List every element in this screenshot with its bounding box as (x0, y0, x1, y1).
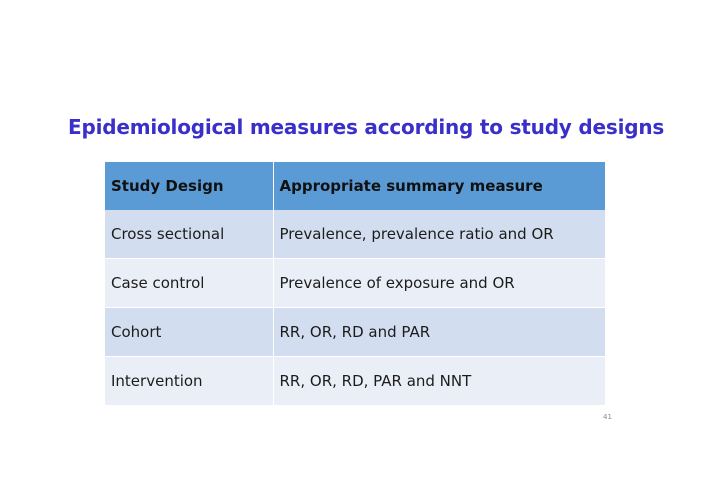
header-summary-measure: Appropriate summary measure (273, 162, 605, 210)
study-design-table (105, 162, 605, 405)
summary-measure-cell: RR, OR, RD, PAR and NNT (273, 357, 605, 406)
table-row (105, 357, 605, 406)
summary-measure-cell: RR, OR, RD and PAR (273, 308, 605, 357)
table-row (105, 259, 605, 308)
header-study-design: Study Design (105, 162, 273, 210)
table-row (105, 210, 605, 259)
slide-title: Epidemiological measures according to study designs (68, 115, 665, 139)
study-design-cell: Case control (105, 259, 273, 308)
table-header-row (105, 162, 605, 210)
summary-measure-cell: Prevalence of exposure and OR (273, 259, 605, 308)
table-row (105, 308, 605, 357)
summary-measure-cell: Prevalence, prevalence ratio and OR (273, 210, 605, 259)
study-design-cell: Cohort (105, 308, 273, 357)
study-design-cell: Intervention (105, 357, 273, 406)
study-design-cell: Cross sectional (105, 210, 273, 259)
page-number: 41 (603, 413, 612, 421)
